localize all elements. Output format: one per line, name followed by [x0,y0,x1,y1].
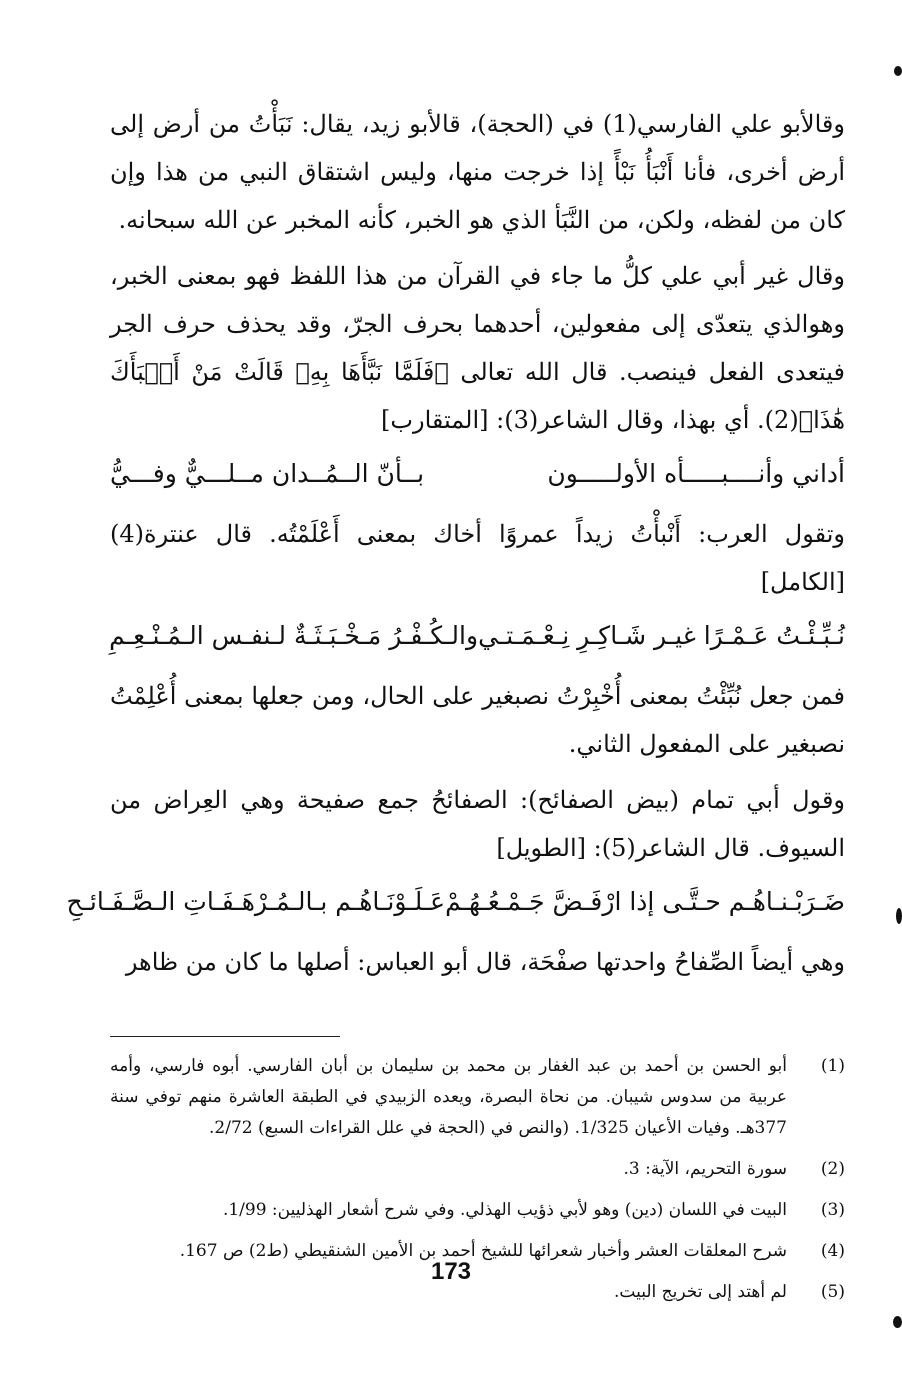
footnote [110,1195,845,1226]
paragraph-2: وقال غير أبي علي كلُّ ما جاء في القرآن من هذا اللفظ فهو بمعنى الخبر، وهوالذي يتعدّى إلى مفعولين، أحدهما بحرف الجرّ، وقد يحذف حرف الجر فيتعدى الفعل فينصب. قال الله تعالى ﴿فَلَمَّا نَبَّأَهَا بِهِۦ قَالَتْ مَنْ أَنۢبَأَكَ هَٰذَا﴾(2). أي بهذا، وقال الشاعر(3): [المتقارب] [110,262,845,434]
footnote-text: شرح المعلقات العشر وأخبار شعرائها للشيخ أحمد بن الأمين الشنقيطي (ط2) ص 167. [179,1241,787,1261]
verse-line-2 [110,614,845,658]
verse-line-1 [110,452,845,496]
footnote-number: (5) [820,1282,845,1302]
scan-speck [894,66,902,76]
footnote-number: (4) [820,1241,845,1261]
page-number: 173 [430,1258,472,1285]
verse-2-first-hemistich: نُـبِّـئْـتُ عَـمْـرًا غيـر شَـاكِـرِ نِـعْـمَـتـي [478,621,845,650]
paragraph-6: وهي أيضاً الصِّفاحُ واحدتها صفْحَة، قال أبو العباس: أصلها ما كان من ظاهر [125,948,845,976]
footnote-number: (2) [820,1159,845,1179]
footnote [110,1154,845,1185]
paragraph-5: وقول أبي تمام (بيض الصفائح): الصفائحُ جمع صفيحة وهي العِراض من السيوف. قال الشاعر(5): [الطويل] [110,786,845,862]
paragraph-1: وقالأبو علي الفارسي(1) في (الحجة)، قالأبو زيد، يقال: نَبَأْتُ من أرض إلى أرض أخرى، فأنا أَنْبَأُ نَبْأً إذا خرجت منها، وليس اشتقاق النبي من هذا وإن كان من لفظه، ولكن، من النَّبَأ الذي هو الخبر، كأنه المخبر عن الله سبحانه. [110,110,845,234]
footnote-text: سورة التحريم، الآية: 3. [623,1159,787,1179]
paragraph-4: فمن جعل نُبِّئْتُ بمعنى أُخْبِرْتُ نصبغير على الحال، ومن جعلها بمعنى أُعْلِمْتُ نصبغير على المفعول الثاني. [110,682,845,758]
footnote-text: أبو الحسن بن أحمد بن عبد الغفار بن محمد بن سليمان بن أبان الفارسي. أبوه فارسي، وأمه عربية من سدوس شيبان. من نحاة البصرة، ويعده الزبيدي في الطبقة العاشرة منهم توفي سنة 377هـ. وفيات الأعيان 1/325. (والنص في (الحجة في علل القراءات السبع) 2/72. [110,1056,787,1138]
footnote-separator [110,1036,340,1037]
verse-line-3 [66,880,845,924]
verse-3-second-hemistich: عَـلَـوْنَـاهُـم بـالـمُـرْهَـفَـاتِ الـصَّـفَـائـحِ [66,887,446,916]
footnote-number: (3) [820,1200,845,1220]
verse-2-second-hemistich: والـكُـفْـرُ مَـخْـبَـثَـةٌ لـنفـس الـمُـنْـعِـمِ [109,621,479,650]
footnote [110,1051,845,1144]
paragraph-3: وتقول العرب: أَنْبأْتُ زيداً عمروًا أخاك بمعنى أَعْلَمْتُه. قال عنترة(4) [الكامل] [110,520,845,596]
main-text [66,100,845,1318]
scan-speck [893,1316,902,1328]
verse-3-first-hemistich: ضَـرَبْـنـاهُـم حـتَّـى إذا ارْفَـضَّ جَـمْـعُـهُـمْ [445,887,845,916]
footnote-number: (1) [820,1056,845,1076]
verse-1-second-hemistich: بــأنّ الــمُــدان مــلـــيٌّ وفـــيُّ [110,459,425,488]
verse-1-first-hemistich: أداني وأنــــبـــــأه الأولـــــون [547,459,845,488]
footnote-text: لم أهتد إلى تخريج البيت. [614,1282,787,1302]
scan-speck [896,908,902,924]
footnote-text: البيت في اللسان (دين) وهو لأبي ذؤيب الهذلي. وفي شرح أشعار الهذليين: 1/99. [222,1200,787,1220]
